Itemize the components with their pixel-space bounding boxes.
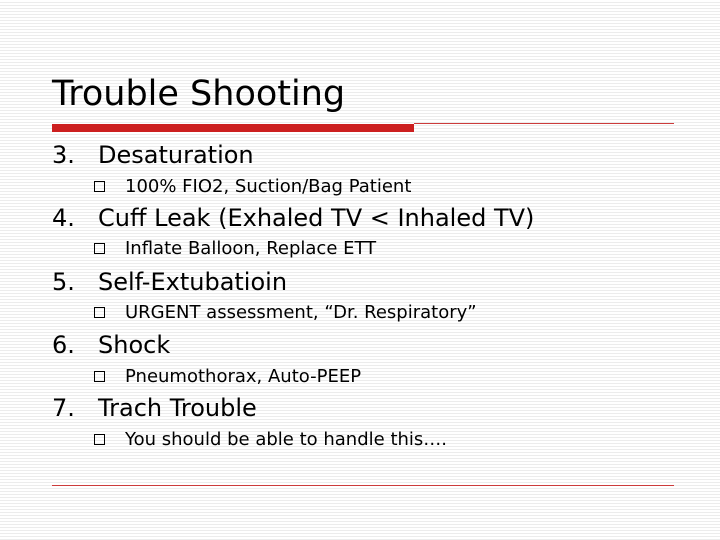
item-text: Trach Trouble <box>98 394 257 422</box>
sub-item-text: You should be able to handle this…. <box>125 429 448 450</box>
sub-item-text: Inflate Balloon, Replace ETT <box>125 238 377 259</box>
item-text: Cuff Leak (Exhaled TV < Inhaled TV) <box>98 204 535 232</box>
list-item <box>52 331 170 359</box>
sub-item-text: Pneumothorax, Auto-PEEP <box>125 366 362 387</box>
sub-item <box>94 176 411 198</box>
square-bullet-icon <box>94 181 105 192</box>
slide-title: Trouble Shooting <box>52 74 346 114</box>
item-number: 7. <box>52 394 75 422</box>
item-number: 3. <box>52 141 75 169</box>
list-item <box>52 141 254 169</box>
sub-item-text: URGENT assessment, “Dr. Respiratory” <box>125 302 477 323</box>
sub-item-text: 100% FIO2, Suction/Bag Patient <box>125 176 412 197</box>
sub-item <box>94 429 447 451</box>
item-text: Desaturation <box>98 141 254 169</box>
title-underline-accent <box>52 124 414 132</box>
item-number: 5. <box>52 268 75 296</box>
item-number: 6. <box>52 331 75 359</box>
item-text: Shock <box>98 331 171 359</box>
list-item <box>52 394 257 422</box>
sub-item <box>94 238 376 260</box>
square-bullet-icon <box>94 307 105 318</box>
sub-item <box>94 302 477 324</box>
item-number: 4. <box>52 204 75 232</box>
list-item <box>52 268 287 296</box>
list-item <box>52 204 534 232</box>
square-bullet-icon <box>94 434 105 445</box>
title-underline-rule <box>414 123 674 124</box>
footer-rule <box>52 485 674 486</box>
square-bullet-icon <box>94 371 105 382</box>
item-text: Self-Extubatioin <box>98 268 288 296</box>
sub-item <box>94 366 361 388</box>
square-bullet-icon <box>94 243 105 254</box>
